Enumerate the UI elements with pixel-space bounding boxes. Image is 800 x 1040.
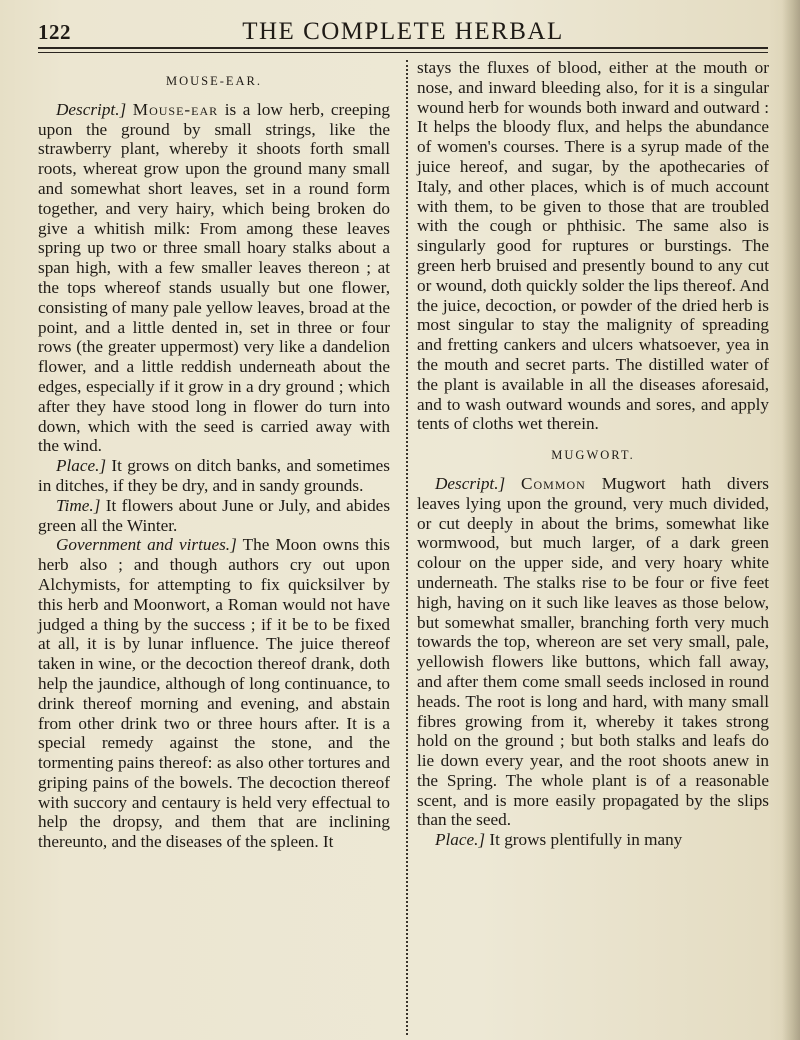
paragraph-place (417, 830, 769, 850)
paragraph-text: is a low herb, creeping upon the ground by small strings, like the strawberry plant, whereby it shoots forth small roots, whereat grow upon the ground many small and somewhat short leaves, set in a round form together, and very hairy, which being broken do give a whitish milk: From among these leaves spring up two or three small hoary stalks about a span high, with a few smaller leaves thereon ; at the tops whereof stands usually but one flower, consisting of many pale yellow leaves, broad at the point, and a little dented in, set in three or four rows (the greater uppermost) very like a dandelion flower, and a little reddish underneath about the edges, especially if it grow in a dry ground ; which after they have stood long in flower do turn into down, which with the seed is carried away with the wind. (38, 99, 391, 456)
page-edge-shadow (782, 0, 800, 1040)
paragraph-continuation: stays the fluxes of blood, either at the mouth or nose, and inward bleeding also, for it is a singular wound herb for wounds both inward and outward : It helps the bloody flux, and helps the abundance of women's courses. There is a syrup made of the juice hereof, and sugar, by the apothecaries of Italy, and other places, which is of much account with them, to be given to those that are troubled with the cough or phthisic. The same also is singularly good for ruptures or burstings. The green herb bruised and presently bound to any cut or wound, doth quickly solder the lips thereof. And the juice, decoction, or powder of the dried herb is most singular to stay the malignity of spreading and fretting cankers and ulcers whatsoever, yea in the mouth and secret parts. The distilled water of the plant is available in all the diseases aforesaid, and to wash outward wounds and sores, and apply tents of cloths wet therein. (417, 58, 769, 434)
paragraph-text: It flowers about June or July, and abides green all the Winter. (38, 495, 391, 535)
paragraph-text: The Moon owns this herb also ; and though authors cry out upon Alchymists, for attempting to fix quicksilver by this herb and Moonwort, a Roman would not have judged a thing by the success ; if it be to be fixed at all, it is by lunar influence. The juice thereof taken in wine, or the decoction thereof drank, doth help the jaundice, although of long continuance, to drink thereof morning and evening, and abstain from other drink two or three hours after. It is a special remedy against the stone, and the tormenting pains thereof: as also other tortures and griping pains of the bowels. The decoction thereof with succory and centaury is held very effectual to help the dropsy, and them that are inclining thereunto, and the diseases of the spleen. It (38, 535, 390, 852)
paragraph-lead: Government and virtues.] (56, 535, 237, 555)
paragraph-place (38, 456, 390, 496)
right-column (417, 58, 769, 850)
plant-name-smallcaps: Common (521, 473, 586, 493)
paragraph-text: It grows plentifully in many (489, 830, 683, 850)
paragraph-text: It grows on ditch banks, and sometimes in ditches, if they be dry, and in sandy grounds. (38, 456, 390, 495)
running-title: THE COMPLETE HERBAL (242, 18, 564, 45)
header-rule (38, 47, 768, 53)
paragraph-time (38, 496, 390, 536)
left-column (38, 58, 390, 852)
paragraph-lead: Place.] (56, 456, 107, 476)
column-divider (406, 60, 408, 1035)
paragraph-description (417, 474, 769, 830)
paragraph-lead: Descript.] (56, 99, 127, 119)
section-heading-mouse-ear: MOUSE-EAR. (165, 74, 263, 88)
page-number: 122 (38, 20, 71, 44)
section-heading-mugwort: MUGWORT. (551, 448, 635, 463)
paragraph-government-virtues (38, 535, 390, 852)
paragraph-text: Mugwort hath divers leaves lying upon the ground, very much divided, or cut deeply in about the brims, somewhat like wormwood, but much larger, of a dark green colour on the upper side, and very hoary white underneath. The stalks rise to be four or five feet high, having on it such like leaves as those below, but somewhat smaller, branching forth very much towards the top, whereon are set very small, pale, yellowish flowers like buttons, which fall away, and after them come small seeds inclosed in round heads. The root is long and hard, with many small fibres growing from it, whereby it takes strong hold on the ground ; but both stalks and leafs do lie down every year, and the root shoots anew in the Spring. The whole plant is of a reasonable scent, and is more easily propagated by the slips than the seed. (417, 473, 769, 830)
paragraph-lead: Place.] (435, 830, 486, 850)
plant-name-smallcaps: Mouse-ear (132, 99, 219, 119)
paragraph-description (38, 100, 390, 456)
paragraph-lead: Time.] (56, 495, 101, 515)
paragraph-lead: Descript.] (435, 473, 506, 493)
